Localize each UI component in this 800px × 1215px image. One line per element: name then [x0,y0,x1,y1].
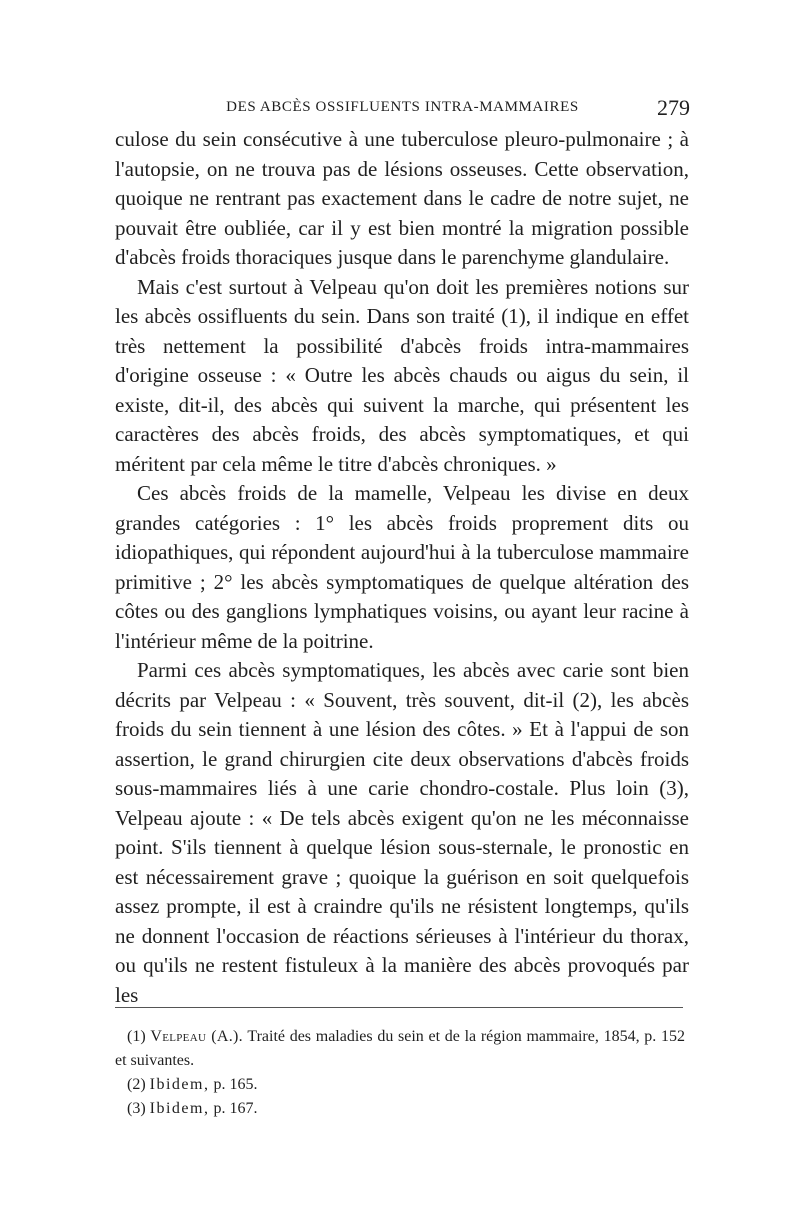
footnote-2-ibidem: Ibidem, [149,1076,210,1093]
running-title: DES ABCÈS OSSIFLUENTS INTRA-MAMMAIRES [226,99,579,115]
footnotes [115,1025,685,1121]
footnote-1-text: Traité des maladies du sein et de la région mammaire, 1854, p. 152 et suivantes. [115,1028,685,1069]
footnote-1 [115,1025,685,1073]
footnote-3-page: p. 167. [213,1100,258,1117]
footnote-2 [115,1073,685,1097]
body-text [115,125,689,1010]
paragraph-continuation: culose du sein consécutive à une tuberculose pleuro-pulmonaire ; à l'autopsie, on ne trouva pas de lésions osseuses. Cette observation, quoique ne rentrant pas exactement dans le cadre de notre sujet, ne pouvait être oubliée, car il y est bien montré la migration possible d'abcès froids thoraciques jusque dans le parenchyme glandulaire. [115,127,689,269]
footnote-2-marker: (2) [127,1076,146,1093]
footnote-3 [115,1097,685,1121]
paragraph-symptomatic-abscesses: Parmi ces abcès symptomatiques, les abcès avec carie sont bien décrits par Velpeau : « Souvent, très souvent, dit-il (2), les abcès froids du sein tiennent à une lésion des côtes. » Et à l'appui de son assertion, le grand chirurgien cite deux observations d'abcès froids sous-mammaires liés à une carie chondro-costale. Plus loin (3), Velpeau ajoute : « De tels abcès exigent qu'on ne les méconnaisse point. S'ils tiennent à quelque lésion sous-sternale, le pronostic en est nécessairement grave ; quoique la guérison en soit quelquefois assez prompte, il est à craindre qu'ils ne résistent longtemps, qu'ils ne donnent l'occasion de réactions sérieuses à l'intérieur du thorax, ou qu'ils ne restent fistuleux à la manière des abcès provoqués par les [115,658,689,1007]
footnote-divider [115,1007,683,1008]
footnote-1-marker: (1) [127,1028,146,1045]
paragraph-velpeau-notions: Mais c'est surtout à Velpeau qu'on doit les premières notions sur les abcès ossifluents du sein. Dans son traité (1), il indique en effet très nettement la possibilité d'abcès froids intra-mammaires d'origine osseuse : « Outre les abcès chauds ou aigus du sein, il existe, dit-il, des abcès qui suivent la marche, qui présentent les caractères des abcès froids, des abcès symptomatiques, et qui méritent par cela même le titre d'abcès chroniques. » [115,274,689,476]
footnote-2-page: p. 165. [213,1076,258,1093]
page-number: 279 [657,95,690,120]
footnote-1-author: Velpeau (A.). [150,1028,243,1045]
running-header [115,95,690,121]
footnote-3-ibidem: Ibidem, [149,1100,210,1117]
paragraph-categories: Ces abcès froids de la mamelle, Velpeau les divise en deux grandes catégories : 1° les abcès froids proprement dits ou idiopathiques, qui répondent aujourd'hui à la tuberculose mammaire primitive ; 2° les abcès symptomatiques de quelque altération des côtes ou des ganglions lymphatiques voisins, ou ayant leur racine à l'intérieur même de la poitrine. [115,481,689,653]
footnote-3-marker: (3) [127,1100,146,1117]
